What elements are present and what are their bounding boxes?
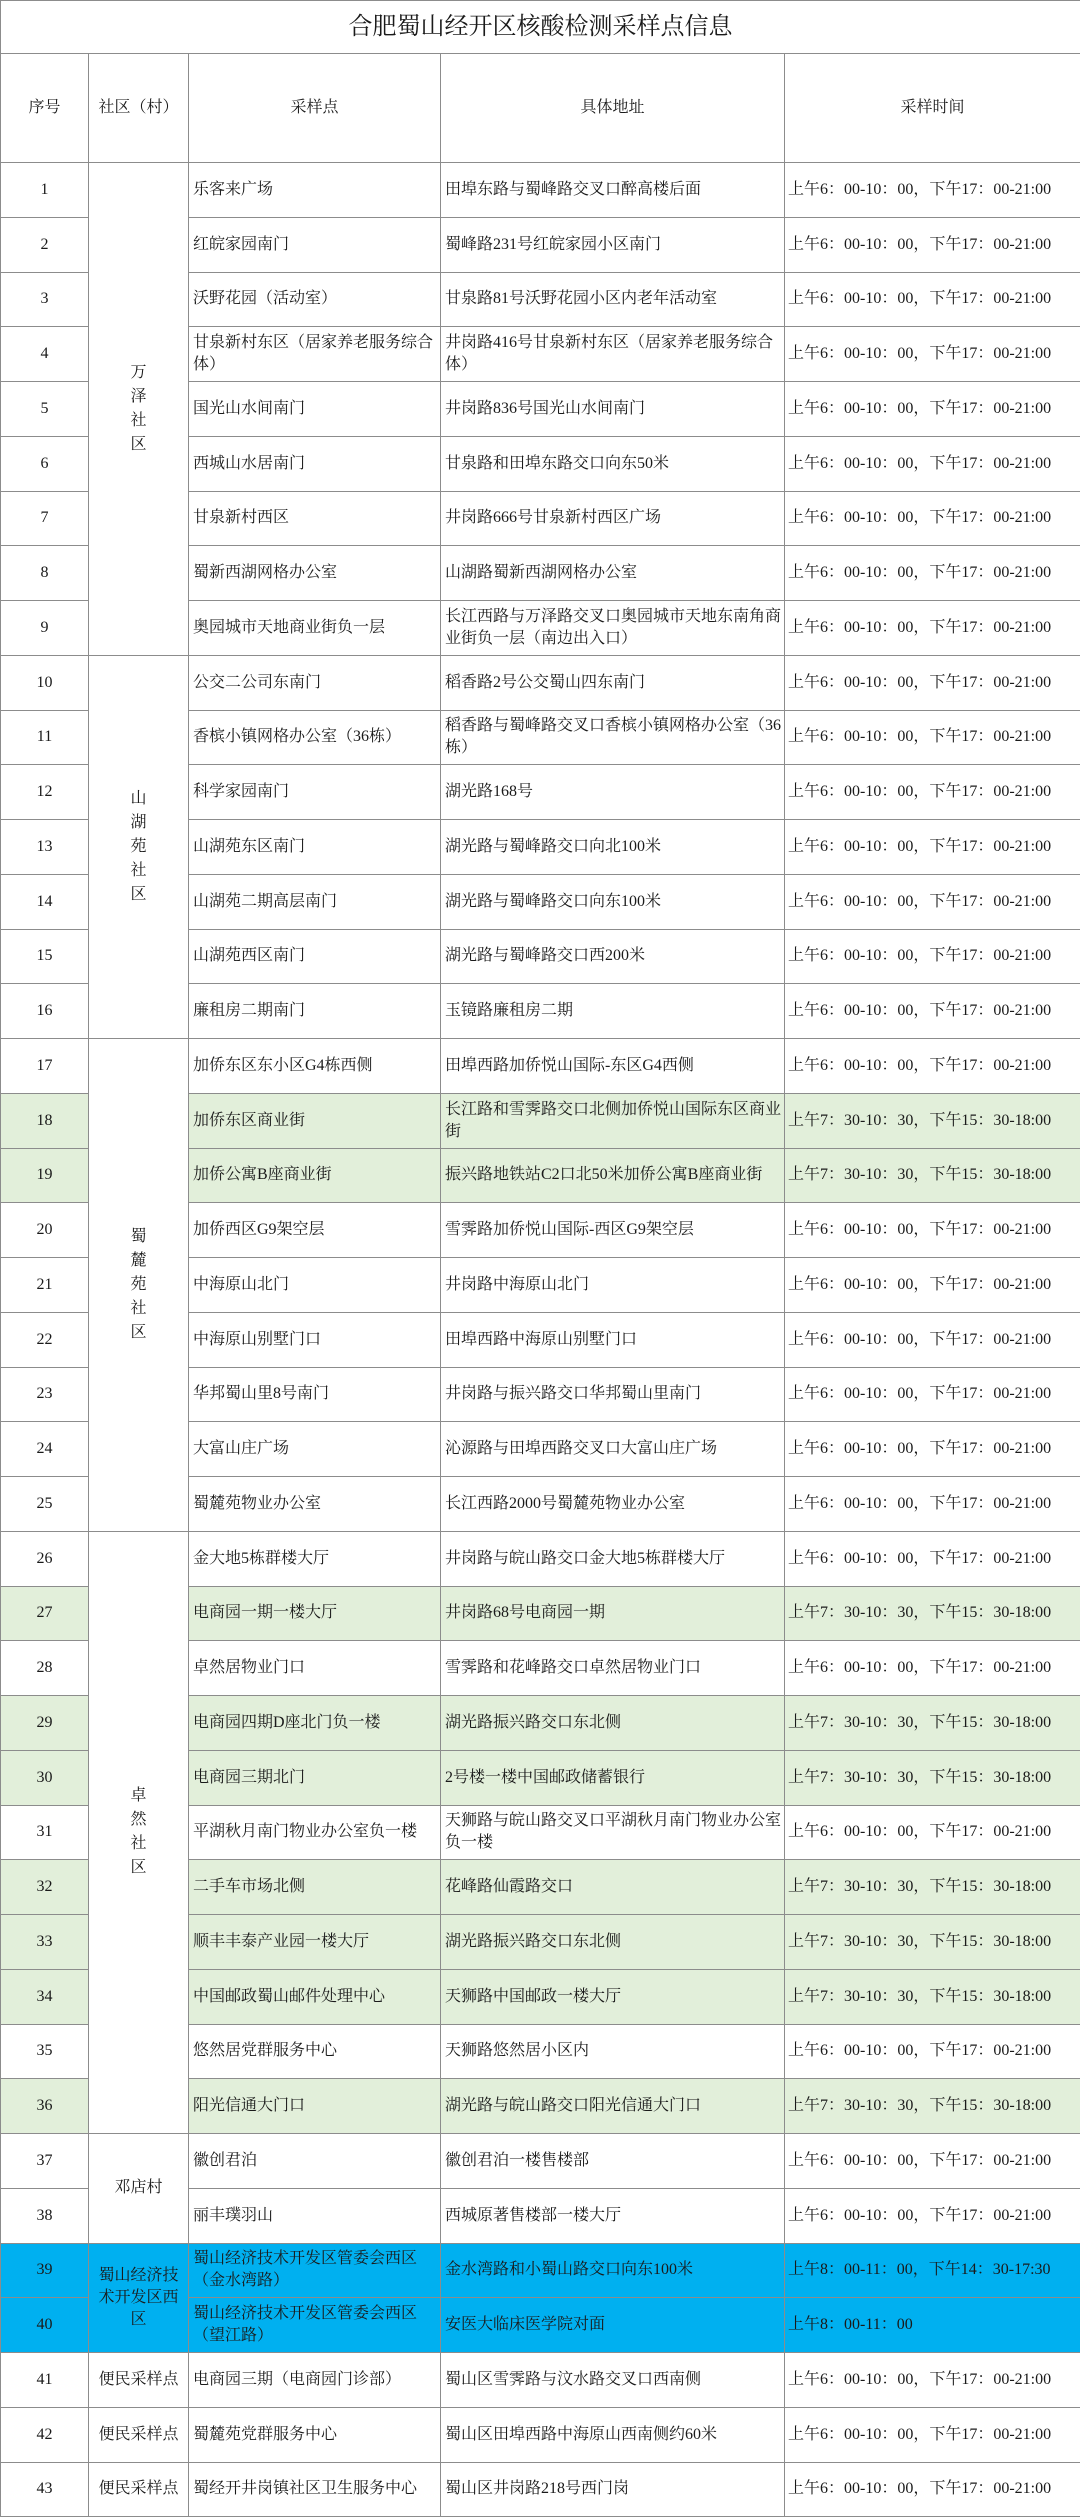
table-row [1, 2353, 1080, 2408]
row-number: 1 [1, 163, 89, 218]
address: 长江西路2000号蜀麓苑物业办公室 [441, 1477, 785, 1532]
address: 井岗路836号国光山水间南门 [441, 382, 785, 437]
sampling-point: 电商园三期北门 [189, 1750, 441, 1805]
row-number: 15 [1, 929, 89, 984]
sampling-point: 二手车市场北侧 [189, 1860, 441, 1915]
header-sampling-time: 采样时间 [785, 54, 1080, 163]
row-number: 22 [1, 1312, 89, 1367]
row-number: 40 [1, 2298, 89, 2353]
address: 稻香路与蜀峰路交叉口香槟小镇网格办公室（36栋） [441, 710, 785, 765]
table-body [1, 163, 1080, 2517]
sampling-time: 上午6：00-10：00，下午17：00-21:00 [785, 1367, 1080, 1422]
sampling-time: 上午7：30-10：30，下午15：30-18:00 [785, 1586, 1080, 1641]
community-cell [89, 655, 189, 1038]
sampling-point: 丽丰璞羽山 [189, 2188, 441, 2243]
sampling-point: 大富山庄广场 [189, 1422, 441, 1477]
sampling-point: 国光山水间南门 [189, 382, 441, 437]
row-number: 30 [1, 1750, 89, 1805]
community-cell [89, 2134, 189, 2244]
sampling-time: 上午7：30-10：30，下午15：30-18:00 [785, 1860, 1080, 1915]
sampling-point: 蜀麓苑党群服务中心 [189, 2407, 441, 2462]
sampling-time: 上午6：00-10：00，下午17：00-21:00 [785, 601, 1080, 656]
address: 湖光路与蜀峰路交口向北100米 [441, 820, 785, 875]
sampling-time: 上午6：00-10：00，下午17：00-21:00 [785, 655, 1080, 710]
sampling-time: 上午8：00-11：00，下午14：30-17:30 [785, 2243, 1080, 2298]
table-row [1, 163, 1080, 218]
table-row [1, 1039, 1080, 1094]
row-number: 39 [1, 2243, 89, 2298]
community-cell [89, 2243, 189, 2353]
row-number: 5 [1, 382, 89, 437]
community-cell [89, 2353, 189, 2408]
row-number: 19 [1, 1148, 89, 1203]
row-number: 34 [1, 1969, 89, 2024]
sampling-time: 上午6：00-10：00，下午17：00-21:00 [785, 2188, 1080, 2243]
address: 田埠西路中海原山别墅门口 [441, 1312, 785, 1367]
community-cell [89, 1531, 189, 2133]
table-row [1, 1531, 1080, 1586]
address: 花峰路仙霞路交口 [441, 1860, 785, 1915]
sampling-time: 上午6：00-10：00，下午17：00-21:00 [785, 710, 1080, 765]
address: 稻香路2号公交蜀山四东南门 [441, 655, 785, 710]
address: 长江路和雪霁路交口北侧加侨悦山国际东区商业街 [441, 1093, 785, 1148]
sampling-point: 蜀山经济技术开发区管委会西区（望江路） [189, 2298, 441, 2353]
sampling-time: 上午7：30-10：30，下午15：30-18:00 [785, 1696, 1080, 1751]
address: 湖光路与蜀峰路交口西200米 [441, 929, 785, 984]
sampling-time: 上午6：00-10：00，下午17：00-21:00 [785, 163, 1080, 218]
sampling-point: 阳光信通大门口 [189, 2079, 441, 2134]
sampling-time: 上午6：00-10：00，下午17：00-21:00 [785, 436, 1080, 491]
sampling-time: 上午6：00-10：00，下午17：00-21:00 [785, 2353, 1080, 2408]
row-number: 35 [1, 2024, 89, 2079]
address: 田埠西路加侨悦山国际-东区G4西侧 [441, 1039, 785, 1094]
community-name: 便民采样点 [98, 2370, 179, 2388]
address: 蜀峰路231号红皖家园小区南门 [441, 217, 785, 272]
address: 蜀山区井岗路218号西门岗 [441, 2462, 785, 2517]
sampling-point: 山湖苑东区南门 [189, 820, 441, 875]
row-number: 31 [1, 1805, 89, 1860]
sampling-time: 上午6：00-10：00，下午17：00-21:00 [785, 929, 1080, 984]
row-number: 12 [1, 765, 89, 820]
address: 雪霁路加侨悦山国际-西区G9架空层 [441, 1203, 785, 1258]
address: 振兴路地铁站C2口北50米加侨公寓B座商业街 [441, 1148, 785, 1203]
table-title: 合肥蜀山经开区核酸检测采样点信息 [1, 1, 1080, 54]
community-cell [89, 1039, 189, 1532]
sampling-time: 上午6：00-10：00，下午17：00-21:00 [785, 546, 1080, 601]
table-row [1, 2407, 1080, 2462]
row-number: 9 [1, 601, 89, 656]
row-number: 17 [1, 1039, 89, 1094]
address: 井岗路中海原山北门 [441, 1258, 785, 1313]
sampling-point: 金大地5栋群楼大厅 [189, 1531, 441, 1586]
sampling-point: 甘泉新村东区（居家养老服务综合体） [189, 327, 441, 382]
header-community: 社区（村） [89, 54, 189, 163]
sampling-time: 上午6：00-10：00，下午17：00-21:00 [785, 984, 1080, 1039]
row-number: 2 [1, 217, 89, 272]
row-number: 23 [1, 1367, 89, 1422]
sampling-point: 山湖苑二期高层南门 [189, 874, 441, 929]
community-name: 便民采样点 [98, 2480, 179, 2498]
row-number: 8 [1, 546, 89, 601]
row-number: 6 [1, 436, 89, 491]
address: 金水湾路和小蜀山路交口向东100米 [441, 2243, 785, 2298]
sampling-point: 蜀麓苑物业办公室 [189, 1477, 441, 1532]
address: 天狮路中国邮政一楼大厅 [441, 1969, 785, 2024]
row-number: 21 [1, 1258, 89, 1313]
address: 井岗路68号电商园一期 [441, 1586, 785, 1641]
address: 长江西路与万泽路交叉口奥园城市天地东南角商业街负一层（南边出入口） [441, 601, 785, 656]
sampling-time: 上午6：00-10：00，下午17：00-21:00 [785, 1203, 1080, 1258]
sampling-point: 平湖秋月南门物业办公室负一楼 [189, 1805, 441, 1860]
community-name: 蜀山经济技术开发区西区 [98, 2266, 179, 2328]
sampling-point: 华邦蜀山里8号南门 [189, 1367, 441, 1422]
sampling-point: 徽创君泊 [189, 2134, 441, 2189]
address: 天狮路与皖山路交叉口平湖秋月南门物业办公室负一楼 [441, 1805, 785, 1860]
address: 山湖路蜀新西湖网格办公室 [441, 546, 785, 601]
row-number: 4 [1, 327, 89, 382]
row-number: 33 [1, 1915, 89, 1970]
sampling-point: 廉租房二期南门 [189, 984, 441, 1039]
row-number: 10 [1, 655, 89, 710]
header-index: 序号 [1, 54, 89, 163]
community-name: 卓然社区 [130, 1787, 147, 1877]
sampling-point: 蜀新西湖网格办公室 [189, 546, 441, 601]
sampling-time: 上午6：00-10：00，下午17：00-21:00 [785, 2462, 1080, 2517]
address: 井岗路与皖山路交口金大地5栋群楼大厅 [441, 1531, 785, 1586]
row-number: 18 [1, 1093, 89, 1148]
header-row [1, 54, 1080, 163]
sampling-time: 上午8：00-11：00 [785, 2298, 1080, 2353]
sampling-point: 蜀经开井岗镇社区卫生服务中心 [189, 2462, 441, 2517]
row-number: 28 [1, 1641, 89, 1696]
sampling-time: 上午6：00-10：00，下午17：00-21:00 [785, 874, 1080, 929]
sampling-time: 上午7：30-10：30，下午15：30-18:00 [785, 2079, 1080, 2134]
row-number: 16 [1, 984, 89, 1039]
sampling-point: 电商园一期一楼大厅 [189, 1586, 441, 1641]
sampling-point: 乐客来广场 [189, 163, 441, 218]
community-name: 蜀麓苑社区 [130, 1227, 147, 1341]
address: 甘泉路和田埠东路交口向东50米 [441, 436, 785, 491]
sampling-time: 上午6：00-10：00，下午17：00-21:00 [785, 1039, 1080, 1094]
address: 湖光路振兴路交口东北侧 [441, 1915, 785, 1970]
address: 蜀山区雪霁路与汶水路交叉口西南侧 [441, 2353, 785, 2408]
sampling-point: 中国邮政蜀山邮件处理中心 [189, 1969, 441, 2024]
table-row [1, 2134, 1080, 2189]
sampling-point: 加侨东区东小区G4栋西侧 [189, 1039, 441, 1094]
row-number: 7 [1, 491, 89, 546]
community-name: 便民采样点 [98, 2425, 179, 2443]
title-row [1, 1, 1080, 54]
row-number: 25 [1, 1477, 89, 1532]
sampling-time: 上午7：30-10：30，下午15：30-18:00 [785, 1750, 1080, 1805]
sampling-time: 上午7：30-10：30，下午15：30-18:00 [785, 1093, 1080, 1148]
row-number: 42 [1, 2407, 89, 2462]
row-number: 36 [1, 2079, 89, 2134]
table-row [1, 2243, 1080, 2298]
header-address: 具体地址 [441, 54, 785, 163]
address: 西城原著售楼部一楼大厅 [441, 2188, 785, 2243]
row-number: 29 [1, 1696, 89, 1751]
address: 井岗路416号甘泉新村东区（居家养老服务综合体） [441, 327, 785, 382]
sampling-point: 蜀山经济技术开发区管委会西区（金水湾路） [189, 2243, 441, 2298]
sampling-time: 上午6：00-10：00，下午17：00-21:00 [785, 1312, 1080, 1367]
address: 湖光路与皖山路交口阳光信通大门口 [441, 2079, 785, 2134]
row-number: 27 [1, 1586, 89, 1641]
sampling-point: 香槟小镇网格办公室（36栋） [189, 710, 441, 765]
address: 安医大临床医学院对面 [441, 2298, 785, 2353]
header-sampling-point: 采样点 [189, 54, 441, 163]
address: 玉镜路廉租房二期 [441, 984, 785, 1039]
address: 蜀山区田埠西路中海原山西南侧约60米 [441, 2407, 785, 2462]
row-number: 43 [1, 2462, 89, 2517]
sampling-point: 奥园城市天地商业街负一层 [189, 601, 441, 656]
sampling-point: 电商园四期D座北门负一楼 [189, 1696, 441, 1751]
sampling-time: 上午6：00-10：00，下午17：00-21:00 [785, 217, 1080, 272]
sampling-time: 上午6：00-10：00，下午17：00-21:00 [785, 491, 1080, 546]
sampling-point: 中海原山北门 [189, 1258, 441, 1313]
sampling-point: 电商园三期（电商园门诊部） [189, 2353, 441, 2408]
community-name: 万泽社区 [130, 363, 147, 453]
sampling-time: 上午6：00-10：00，下午17：00-21:00 [785, 1805, 1080, 1860]
row-number: 24 [1, 1422, 89, 1477]
address: 沁源路与田埠西路交叉口大富山庄广场 [441, 1422, 785, 1477]
row-number: 14 [1, 874, 89, 929]
address: 徽创君泊一楼售楼部 [441, 2134, 785, 2189]
table-row [1, 655, 1080, 710]
sampling-point: 加侨西区G9架空层 [189, 1203, 441, 1258]
address: 甘泉路81号沃野花园小区内老年活动室 [441, 272, 785, 327]
sampling-point: 沃野花园（活动室） [189, 272, 441, 327]
row-number: 3 [1, 272, 89, 327]
sampling-time: 上午6：00-10：00，下午17：00-21:00 [785, 765, 1080, 820]
community-name: 邓店村 [114, 2179, 163, 2197]
sampling-time: 上午6：00-10：00，下午17：00-21:00 [785, 1641, 1080, 1696]
sampling-point: 山湖苑西区南门 [189, 929, 441, 984]
address: 2号楼一楼中国邮政储蓄银行 [441, 1750, 785, 1805]
sampling-point: 顺丰丰泰产业园一楼大厅 [189, 1915, 441, 1970]
row-number: 20 [1, 1203, 89, 1258]
community-cell [89, 2407, 189, 2462]
row-number: 32 [1, 1860, 89, 1915]
sampling-point: 西城山水居南门 [189, 436, 441, 491]
sampling-time: 上午6：00-10：00，下午17：00-21:00 [785, 327, 1080, 382]
sampling-time: 上午7：30-10：30，下午15：30-18:00 [785, 1915, 1080, 1970]
sampling-time: 上午6：00-10：00，下午17：00-21:00 [785, 2024, 1080, 2079]
sampling-time: 上午6：00-10：00，下午17：00-21:00 [785, 1531, 1080, 1586]
sampling-point: 中海原山别墅门口 [189, 1312, 441, 1367]
community-cell [89, 2462, 189, 2517]
address: 湖光路与蜀峰路交口向东100米 [441, 874, 785, 929]
community-cell [89, 163, 189, 656]
row-number: 41 [1, 2353, 89, 2408]
sampling-time: 上午6：00-10：00，下午17：00-21:00 [785, 1422, 1080, 1477]
sampling-time: 上午6：00-10：00，下午17：00-21:00 [785, 2134, 1080, 2189]
address: 井岗路与振兴路交口华邦蜀山里南门 [441, 1367, 785, 1422]
sampling-time: 上午6：00-10：00，下午17：00-21:00 [785, 382, 1080, 437]
community-name: 山湖苑社区 [130, 789, 147, 903]
sampling-point: 红皖家园南门 [189, 217, 441, 272]
sampling-point: 甘泉新村西区 [189, 491, 441, 546]
row-number: 11 [1, 710, 89, 765]
address: 雪霁路和花峰路交口卓然居物业门口 [441, 1641, 785, 1696]
address: 湖光路168号 [441, 765, 785, 820]
sampling-point: 悠然居党群服务中心 [189, 2024, 441, 2079]
table-row [1, 2462, 1080, 2517]
address: 天狮路悠然居小区内 [441, 2024, 785, 2079]
sampling-time: 上午6：00-10：00，下午17：00-21:00 [785, 1477, 1080, 1532]
sampling-point: 加侨公寓B座商业街 [189, 1148, 441, 1203]
address: 田埠东路与蜀峰路交叉口醉高楼后面 [441, 163, 785, 218]
row-number: 13 [1, 820, 89, 875]
sampling-time: 上午7：30-10：30，下午15：30-18:00 [785, 1969, 1080, 2024]
address: 井岗路666号甘泉新村西区广场 [441, 491, 785, 546]
sampling-time: 上午6：00-10：00，下午17：00-21:00 [785, 272, 1080, 327]
sampling-time: 上午6：00-10：00，下午17：00-21:00 [785, 2407, 1080, 2462]
sampling-point: 科学家园南门 [189, 765, 441, 820]
sampling-time: 上午6：00-10：00，下午17：00-21:00 [785, 1258, 1080, 1313]
sampling-point: 加侨东区商业街 [189, 1093, 441, 1148]
row-number: 38 [1, 2188, 89, 2243]
sampling-point: 卓然居物业门口 [189, 1641, 441, 1696]
sampling-point: 公交二公司东南门 [189, 655, 441, 710]
sampling-time: 上午6：00-10：00，下午17：00-21:00 [785, 820, 1080, 875]
sampling-time: 上午7：30-10：30，下午15：30-18:00 [785, 1148, 1080, 1203]
row-number: 37 [1, 2134, 89, 2189]
row-number: 26 [1, 1531, 89, 1586]
address: 湖光路振兴路交口东北侧 [441, 1696, 785, 1751]
